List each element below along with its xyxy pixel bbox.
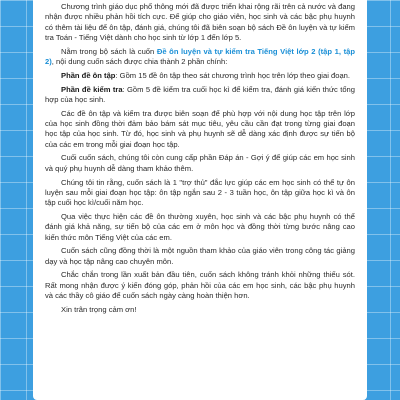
- review-section-label: Phần đề ôn tập: [61, 70, 116, 80]
- book-intro-text: Nằm trong bộ sách là cuốn: [61, 46, 157, 56]
- book-title-highlight: Đề ôn luyện và tự kiểm tra Tiếng Việt lớp 2 (tập 1, tập 2): [45, 46, 355, 67]
- paragraph-feedback: Chắc chắn trong lần xuất bản đầu tiên, cuốn sách không tránh khỏi những thiếu sót. Rất mong nhận được ý kiến đóng góp, phản hồi của các em học sinh, các bậc phụ huynh và các thầy cô giáo để cuốn sách ngày càng hoàn thiện hơn.: [45, 270, 355, 301]
- paragraph-intro: Chương trình giáo dục phổ thông mới đã được triển khai rộng rãi trên cả nước và đang nhận được nhiều phản hồi tích cực. Để giúp cho giáo viên, học sinh và các bậc phụ huynh có thêm tài liệu để ôn tập, đánh giá, chúng tôi đã biên soạn bộ sách Đề ôn luyện và tự kiểm tra Toán - Tiếng Việt dành cho học sinh từ lớp 1 đến lớp 5.: [45, 2, 355, 43]
- preface-page: [33, 0, 367, 400]
- paragraph-progress: Qua việc thực hiện các đề ôn thường xuyên, học sinh và các bậc phụ huynh có thể đánh giá khả năng, sự tiến bộ của các em ở môn học và đồng thời từng bước nâng cao kiến thức môn Tiếng Việt của các em.: [45, 211, 355, 242]
- paragraph-alignment: Các đề ôn tập và kiểm tra được biên soạn để phù hợp với nội dung học tập trên lớp của học sinh đồng thời đảm bảo bám sát mục tiêu, yêu cầu cần đạt trong từng giai đoạn học tập của học sinh. Từ đó, học sinh và phụ huynh sẽ dễ dàng xác định được sự tiến bộ của các em trong mỗi giai đoạn học tập.: [45, 108, 355, 149]
- paragraph-teachers: Cuốn sách cũng đồng thời là một nguồn tham khảo của giáo viên trong công tác giảng dạy và học tập nâng cao chuyên môn.: [45, 246, 355, 266]
- paragraph-review-section: [45, 71, 355, 81]
- review-section-text: : Gồm 15 đề ôn tập theo sát chương trình học trên lớp theo giai đoạn.: [115, 70, 351, 80]
- paragraph-answers: Cuối cuốn sách, chúng tôi còn cung cấp phần Đáp án - Gợi ý để giúp các em học sinh và quý phụ huynh dễ dàng tham khảo thêm.: [45, 153, 355, 173]
- test-section-label: Phần đề kiểm tra: [61, 84, 123, 94]
- paragraph-book-intro: [45, 47, 355, 68]
- paragraph-thanks: Xin trân trọng cảm ơn!: [61, 304, 137, 314]
- paragraph-test-section: [45, 85, 355, 106]
- test-section-text: : Gồm 5 đề kiểm tra cuối học kì để kiểm tra, đánh giá kiến thức tổng hợp của học sinh.: [45, 84, 355, 104]
- book-intro-text-end: , nội dung cuốn sách được chia thành 2 phần chính:: [51, 57, 228, 67]
- paragraph-helper: Chúng tôi tin rằng, cuốn sách là 1 "trợ thủ" đắc lực giúp các em học sinh có thể tự ôn luyện sau mỗi giai đoạn học tập: ôn tập ngắn sau 2 - 3 tuần học, ôn tập giữa học kì và ôn tập cuối học kì/cuối năm học.: [45, 177, 355, 208]
